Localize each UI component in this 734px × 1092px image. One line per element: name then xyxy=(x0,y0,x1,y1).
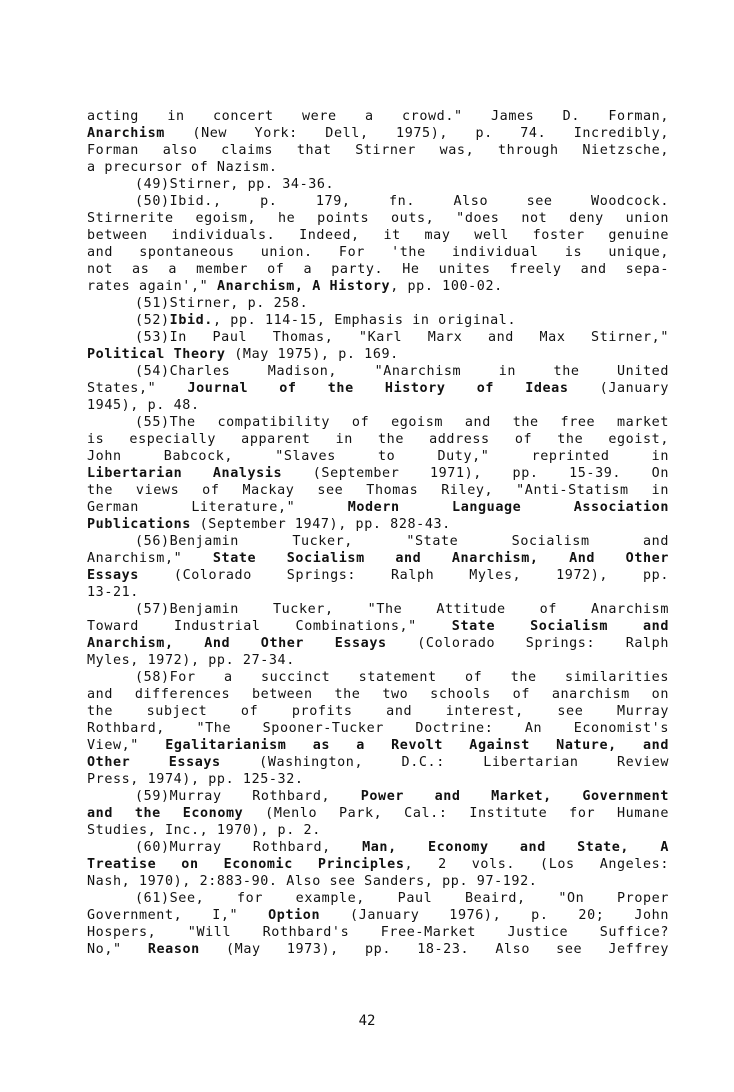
body-text: Government, I," xyxy=(87,908,269,923)
body-text: (50)Ibid., p. 179, fn. Also see Woodcock. xyxy=(135,194,669,209)
text-line xyxy=(87,856,669,873)
body-text: Myles, 1972), pp. 27-34. xyxy=(87,653,295,668)
title-text: Modern Language Association xyxy=(347,500,669,515)
title-text: Egalitarianism as a Revolt Against Nature, and xyxy=(165,738,669,753)
body-text: (49)Stirner, pp. 34-36. xyxy=(135,177,335,192)
text-line xyxy=(87,720,669,737)
body-text: (May 1973), pp. 18-23. Also see Jeffrey xyxy=(199,942,669,957)
text-line xyxy=(87,210,669,227)
body-text: Hospers, "Will Rothbard's Free-Market Justice Suffice? xyxy=(87,925,669,940)
body-text: 1945), p. 48. xyxy=(87,398,200,413)
body-text: rates again'," xyxy=(87,279,217,294)
body-text: (Washington, D.C.: Libertarian Review xyxy=(220,755,669,770)
text-line xyxy=(87,822,669,839)
body-text: German Literature," xyxy=(87,500,348,515)
text-line xyxy=(87,652,669,669)
body-text: (61)See, for example, Paul Beaird, "On Proper xyxy=(135,891,669,906)
body-text: Press, 1974), pp. 125-32. xyxy=(87,772,304,787)
body-text: (54)Charles Madison, "Anarchism in the United xyxy=(135,364,669,379)
body-text: (52) xyxy=(135,313,170,328)
title-text: State Socialism and xyxy=(451,619,669,634)
body-text: (Colorado Springs: Ralph Myles, 1972), pp. xyxy=(138,568,669,583)
body-text: (September 1971), pp. 15-39. On xyxy=(282,466,669,481)
title-text: Ibid. xyxy=(169,313,213,328)
body-text: Stirnerite egoism, he points outs, "does not deny union xyxy=(87,211,669,226)
text-line xyxy=(87,482,669,499)
text-line xyxy=(87,771,669,788)
body-text: (58)For a succinct statement of the similarities xyxy=(135,670,669,685)
text-line xyxy=(87,193,669,210)
text-line xyxy=(87,533,669,550)
body-text: (59)Murray Rothbard, xyxy=(135,789,361,804)
title-text: Anarchism xyxy=(87,126,165,141)
title-text: Other Essays xyxy=(87,755,221,770)
body-text: is especially apparent in the address of the egoist, xyxy=(87,432,669,447)
body-text: , pp. 100-02. xyxy=(390,279,503,294)
body-text: (51)Stirner, p. 258. xyxy=(135,296,309,311)
text-line xyxy=(87,244,669,261)
body-text: between individuals. Indeed, it may well foster genuine xyxy=(87,228,669,243)
text-line xyxy=(87,618,669,635)
body-text: Forman also claims that Stirner was, through Nietzsche, xyxy=(87,143,669,158)
text-line xyxy=(87,890,669,907)
body-text: (January 1976), p. 20; John xyxy=(320,908,669,923)
page-number: 42 xyxy=(358,1013,376,1029)
text-line xyxy=(87,125,669,142)
title-text: State Socialism and Anarchism, And Other xyxy=(212,551,669,566)
body-text: (57)Benjamin Tucker, "The Attitude of Anarchism xyxy=(135,602,669,617)
text-line xyxy=(87,805,669,822)
text-line xyxy=(87,941,669,958)
body-text: (56)Benjamin Tucker, "State Socialism and xyxy=(135,534,669,549)
body-text: John Babcock, "Slaves to Duty," reprinted in xyxy=(87,449,669,464)
text-line xyxy=(87,550,669,567)
text-line xyxy=(87,159,669,176)
title-text: Reason xyxy=(147,942,200,957)
text-line xyxy=(87,414,669,431)
text-line xyxy=(87,363,669,380)
body-text: No," xyxy=(87,942,148,957)
text-line xyxy=(87,601,669,618)
title-text: Journal of the History of Ideas xyxy=(187,381,569,396)
body-text: (55)The compatibility of egoism and the free market xyxy=(135,415,669,430)
text-line xyxy=(87,448,669,465)
title-text: Man, Economy and State, A xyxy=(362,840,669,855)
body-text: , pp. 114-15, Emphasis in original. xyxy=(212,313,517,328)
text-line xyxy=(87,312,669,329)
text-line xyxy=(87,380,669,397)
body-text: (May 1975), p. 169. xyxy=(225,347,399,362)
text-line xyxy=(87,788,669,805)
title-text: Libertarian Analysis xyxy=(87,466,283,481)
text-line xyxy=(87,499,669,516)
text-line xyxy=(87,839,669,856)
title-text: Essays xyxy=(87,568,139,583)
body-text: and spontaneous union. For 'the individual is unique, xyxy=(87,245,669,260)
body-text: (Menlo Park, Cal.: Institute for Humane xyxy=(243,806,669,821)
body-text: (Colorado Springs: Ralph xyxy=(386,636,669,651)
text-line xyxy=(87,703,669,720)
text-line xyxy=(87,924,669,941)
text-line xyxy=(87,142,669,159)
text-line xyxy=(87,465,669,482)
text-line xyxy=(87,261,669,278)
text-line xyxy=(87,295,669,312)
body-text: (53)In Paul Thomas, "Karl Marx and Max Stirner," xyxy=(135,330,669,345)
text-line xyxy=(87,431,669,448)
body-text: (January xyxy=(568,381,669,396)
body-text: the subject of profits and interest, see Murray xyxy=(87,704,669,719)
text-line xyxy=(87,346,669,363)
text-line xyxy=(87,227,669,244)
title-text: Political Theory xyxy=(87,347,226,362)
body-text: the views of Mackay see Thomas Riley, "Anti-Statism in xyxy=(87,483,669,498)
title-text: Option xyxy=(268,908,321,923)
title-text: Treatise on Economic Principles xyxy=(87,857,405,872)
text-line xyxy=(87,278,669,295)
text-line xyxy=(87,737,669,754)
title-text: and the Economy xyxy=(87,806,244,821)
body-text: Toward Industrial Combinations," xyxy=(87,619,452,634)
body-text: Rothbard, "The Spooner-Tucker Doctrine: An Economist's xyxy=(87,721,669,736)
text-line xyxy=(87,686,669,703)
title-text: Anarchism, A History xyxy=(216,279,391,294)
text-line xyxy=(87,584,669,601)
text-line xyxy=(87,567,669,584)
body-text: Studies, Inc., 1970), p. 2. xyxy=(87,823,321,838)
body-text: , 2 vols. (Los Angeles: xyxy=(404,857,669,872)
body-text: 13-21. xyxy=(87,585,139,600)
body-text: and differences between the two schools of anarchism on xyxy=(87,687,669,702)
text-line xyxy=(87,635,669,652)
body-text: (September 1947), pp. 828-43. xyxy=(190,517,451,532)
text-line xyxy=(87,329,669,346)
title-text: Publications xyxy=(87,517,191,532)
text-line xyxy=(87,397,669,414)
title-text: Anarchism, And Other Essays xyxy=(87,636,387,651)
text-line xyxy=(87,516,669,533)
body-text: a precursor of Nazism. xyxy=(87,160,278,175)
footnotes-block xyxy=(87,108,669,958)
body-text: (60)Murray Rothbard, xyxy=(135,840,363,855)
text-line xyxy=(87,873,669,890)
title-text: Power and Market, Government xyxy=(360,789,669,804)
text-line xyxy=(87,108,669,125)
body-text: Nash, 1970), 2:883-90. Also see Sanders, pp. 97-192. xyxy=(87,874,538,889)
body-text: States," xyxy=(87,381,188,396)
body-text: (New York: Dell, 1975), p. 74. Incredibly, xyxy=(164,126,669,141)
body-text: acting in concert were a crowd." James D. Forman, xyxy=(87,109,669,124)
text-line xyxy=(87,754,669,771)
body-text: View," xyxy=(87,738,166,753)
body-text: not as a member of a party. He unites freely and sepa- xyxy=(87,262,669,277)
body-text: Anarchism," xyxy=(87,551,213,566)
text-line xyxy=(87,907,669,924)
text-line xyxy=(87,669,669,686)
text-line xyxy=(87,176,669,193)
